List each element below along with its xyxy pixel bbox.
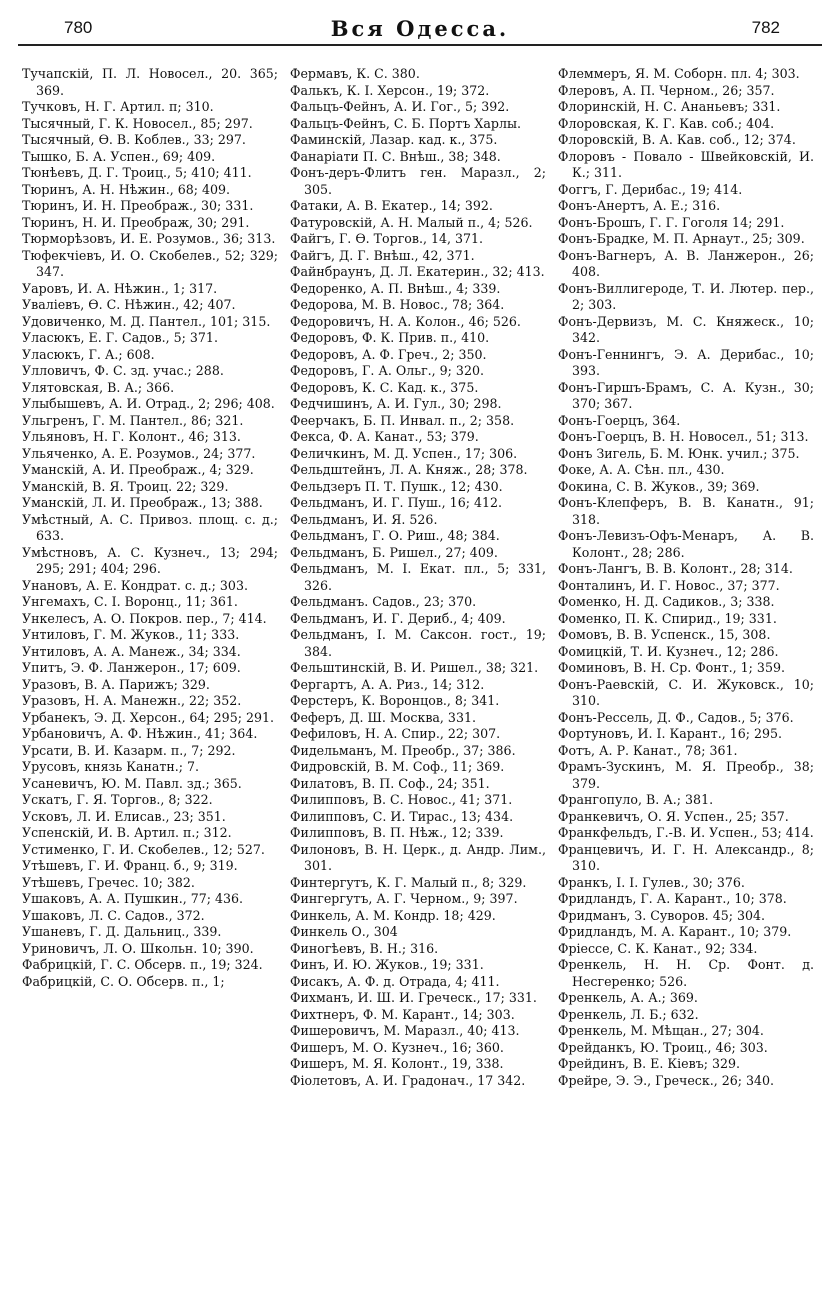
directory-entry: Унтиловъ, А. А. Манеж., 34; 334. bbox=[22, 643, 241, 659]
directory-entry: Уразовъ, Н. А. Манежн., 22; 352. bbox=[22, 693, 242, 708]
directory-entry: Фонъ-Вагнеръ, А. В. Ланжерон., 26; 408. bbox=[558, 247, 814, 279]
directory-entry: Улыбышевъ, А. И. Отрад., 2; 296; 408. bbox=[22, 396, 275, 411]
directory-entry: Францевичъ, И. Г. Н. Александр., 8; 310. bbox=[558, 841, 814, 873]
directory-entry: Фоггъ, Г. Дерибас., 19; 414. bbox=[558, 181, 743, 197]
column-2 bbox=[290, 66, 546, 1089]
directory-entry: Фельдманъ, И. Г. Дериб., 4; 409. bbox=[290, 610, 506, 626]
directory-entry: Фельдштейнъ, Л. А. Княж., 28; 378. bbox=[290, 462, 528, 477]
directory-entry: Фонталинъ, И. Г. Новос., 37; 377. bbox=[558, 577, 780, 593]
directory-entry: Фонъ-Гоерцъ, В. Н. Новосел., 51; 313. bbox=[558, 429, 809, 444]
directory-entry: Фокина, С. В. Жуков., 39; 369. bbox=[558, 478, 760, 494]
directory-entry: Фатуровскій, А. Н. Малый п., 4; 526. bbox=[290, 214, 533, 230]
directory-entry: Френкель, Л. Б.; 632. bbox=[558, 1006, 699, 1022]
directory-entry: Фельдманъ. Садов., 23; 370. bbox=[290, 594, 477, 609]
directory-entry: Файнбраунъ, Д. Л. Екатерин., 32; 413. bbox=[290, 264, 545, 279]
column-1 bbox=[22, 66, 278, 990]
directory-entry: Фишеръ, М. Я. Колонт., 19, 338. bbox=[290, 1056, 504, 1071]
directory-entry: Финогѣевъ, В. Н.; 316. bbox=[290, 940, 439, 956]
directory-entry: Финкель О., 304 bbox=[290, 924, 398, 939]
directory-entry: Успенскій, И. В. Артил. п.; 312. bbox=[22, 825, 232, 840]
directory-entry: Фельдзеръ П. Т. Пушк., 12; 430. bbox=[290, 478, 503, 494]
directory-entry: Фельдманъ, М. І. Екат. пл., 5; 331, 326. bbox=[290, 561, 546, 593]
directory-entry: Удовиченко, М. Д. Пантел., 101; 315. bbox=[22, 313, 271, 329]
page-number-left: 780 bbox=[64, 18, 93, 37]
directory-entry: Усаневичъ, Ю. М. Павл. зд.; 365. bbox=[22, 775, 242, 791]
directory-entry: Фомовъ, В. В. Успенск., 15, 308. bbox=[558, 627, 771, 642]
directory-entry: Уласюкъ, Г. А.; 608. bbox=[22, 346, 155, 362]
directory-entry: Умѣстный, А. С. Привоз. площ. с. д.; 633. bbox=[22, 511, 278, 543]
directory-entry: Филатовъ, В. П. Соф., 24; 351. bbox=[290, 775, 490, 791]
directory-entry: Федорова, М. В. Новос., 78; 364. bbox=[290, 297, 505, 312]
directory-entry: Тучапскій, П. Л. Новосел., 20. 365; 369. bbox=[22, 66, 278, 98]
directory-entry: Фонъ-Виллигероде, Т. И. Лютер. пер., 2; 303. bbox=[558, 280, 814, 312]
directory-entry: Фидельманъ, М. Преобр., 37; 386. bbox=[290, 742, 516, 758]
directory-entry: Флеммеръ, Я. М. Соборн. пл. 4; 303. bbox=[558, 66, 800, 81]
directory-entry: Фіолетовъ, А. И. Градонач., 17 342. bbox=[290, 1072, 526, 1088]
directory-entry: Фоке, А. А. Сѣн. пл., 430. bbox=[558, 462, 725, 477]
directory-entry: Фермавъ, К. С. 380. bbox=[290, 66, 420, 81]
directory-entry: Тюфекчіевъ, И. О. Скобелев., 52; 329; 347. bbox=[22, 247, 278, 279]
directory-entry: Фонъ-Геннингъ, Э. А. Дерибас., 10; 393. bbox=[558, 346, 814, 378]
directory-entry: Финкель, А. М. Кондр. 18; 429. bbox=[290, 907, 496, 923]
directory-entry: Тышко, Б. А. Успен., 69; 409. bbox=[22, 148, 216, 164]
directory-entry: Федоровъ, Г. А. Ольг., 9; 320. bbox=[290, 363, 484, 378]
directory-entry: Ушаневъ, Г. Д. Дальниц., 339. bbox=[22, 924, 222, 939]
directory-entry: Финъ, И. Ю. Жуков., 19; 331. bbox=[290, 957, 484, 972]
directory-entry: Фефиловъ, Н. А. Спир., 22; 307. bbox=[290, 726, 501, 741]
directory-entry: Тюринъ, А. Н. Нѣжин., 68; 409. bbox=[22, 181, 231, 197]
directory-entry: Федоровичъ, Н. А. Колон., 46; 526. bbox=[290, 313, 521, 329]
directory-entry: Фельдманъ, И. Г. Пуш., 16; 412. bbox=[290, 495, 502, 510]
directory-entry: Фонъ-Гиршъ-Брамъ, С. А. Кузн., 30; 370; 367. bbox=[558, 379, 814, 411]
directory-entry: Фидровскій, В. М. Соф., 11; 369. bbox=[290, 759, 505, 774]
directory-entry: Федоровъ, К. С. Кад. к., 375. bbox=[290, 379, 479, 395]
directory-entry: Фекса, Ф. А. Канат., 53; 379. bbox=[290, 429, 479, 444]
directory-entry: Уаровъ, И. А. Нѣжин., 1; 317. bbox=[22, 280, 218, 296]
directory-entry: Фріессе, С. К. Канат., 92; 334. bbox=[558, 940, 758, 956]
directory-entry: Феерчакъ, Б. П. Инвал. п., 2; 358. bbox=[290, 412, 515, 428]
directory-entry: Федоренко, А. П. Внѣш., 4; 339. bbox=[290, 280, 501, 296]
directory-entry: Ушаковъ, Л. С. Садов., 372. bbox=[22, 907, 205, 923]
directory-entry: Фальцъ-Фейнъ, А. И. Гог., 5; 392. bbox=[290, 99, 510, 114]
directory-entry: Тысячный, Г. К. Новосел., 85; 297. bbox=[22, 115, 253, 131]
directory-entry: Фоменко, Н. Д. Садиков., 3; 338. bbox=[558, 594, 775, 609]
directory-entry: Тюнѣевъ, Д. Г. Троиц., 5; 410; 411. bbox=[22, 165, 252, 180]
directory-entry: Филоновъ, В. Н. Церк., д. Андр. Лим., 301. bbox=[290, 841, 546, 873]
directory-entry: Финтергутъ, К. Г. Малый п., 8; 329. bbox=[290, 874, 527, 890]
directory-entry: Фонъ-Брадке, М. П. Арнаут., 25; 309. bbox=[558, 231, 805, 246]
header-rule bbox=[18, 44, 822, 46]
directory-entry: Франкевичъ, О. Я. Успен., 25; 357. bbox=[558, 808, 789, 824]
directory-entry: Фихтнеръ, Ф. М. Карант., 14; 303. bbox=[290, 1006, 515, 1022]
directory-entry: Фридманъ, З. Суворов. 45; 304. bbox=[558, 907, 766, 923]
directory-entry: Фишеръ, М. О. Кузнеч., 16; 360. bbox=[290, 1039, 504, 1055]
directory-entry: Уманскій, В. Я. Троиц. 22; 329. bbox=[22, 478, 229, 494]
directory-entry: Уласюкъ, Е. Г. Садов., 5; 371. bbox=[22, 330, 218, 345]
directory-entry: Фонъ-Дервизъ, М. С. Княжеск., 10; 342. bbox=[558, 313, 814, 345]
directory-entry: Урбанекъ, Э. Д. Херсон., 64; 295; 291. bbox=[22, 709, 274, 725]
page-number-right: 782 bbox=[751, 18, 780, 37]
directory-entry: Франкфельдъ, Г.-В. И. Успен., 53; 414. bbox=[558, 825, 814, 840]
directory-entry: Фельдманъ, Б. Ришел., 27; 409. bbox=[290, 544, 498, 560]
directory-entry: Флоровская, К. Г. Кав. соб.; 404. bbox=[558, 115, 775, 131]
directory-entry: Устименко, Г. И. Скобелев., 12; 527. bbox=[22, 841, 265, 857]
directory-entry: Улловичъ, Ф. С. зд. учас.; 288. bbox=[22, 363, 224, 378]
directory-entry: Фельдманъ, Г. О. Риш., 48; 384. bbox=[290, 528, 500, 543]
directory-entry: Фабрицкій, С. О. Обсерв. п., 1; bbox=[22, 973, 225, 989]
directory-entry: Фаминскій, Лазар. кад. к., 375. bbox=[290, 132, 498, 147]
directory-entry: Ульгренъ, Г. М. Пантел., 86; 321. bbox=[22, 412, 244, 428]
directory-entry: Фомицкій, Т. И. Кузнеч., 12; 286. bbox=[558, 643, 779, 659]
directory-entry: Флоровскій, В. А. Кав. соб., 12; 374. bbox=[558, 132, 796, 147]
directory-entry: Фихманъ, И. Ш. И. Греческ., 17; 331. bbox=[290, 990, 537, 1005]
directory-entry: Унгемахъ, С. І. Воронц., 11; 361. bbox=[22, 594, 238, 609]
directory-entry: Фисакъ, А. Ф. д. Отрада, 4; 411. bbox=[290, 973, 500, 989]
directory-entry: Уриновичъ, Л. О. Школьн. 10; 390. bbox=[22, 940, 254, 956]
directory-entry: Федоровъ, Ф. К. Прив. п., 410. bbox=[290, 330, 490, 345]
directory-entry: Фонъ Зигель, Б. М. Юнк. учил.; 375. bbox=[558, 445, 800, 461]
directory-entry: Феферъ, Д. Ш. Москва, 331. bbox=[290, 709, 476, 725]
directory-entry: Фонъ-Лангъ, В. В. Колонт., 28; 314. bbox=[558, 561, 793, 576]
directory-entry: Тюринъ, И. Н. Преображ., 30; 331. bbox=[22, 198, 254, 213]
directory-entry: Фрамъ-Зускинъ, М. Я. Преобр., 38; 379. bbox=[558, 759, 814, 791]
directory-entry: Тысячный, Ѳ. В. Коблев., 33; 297. bbox=[22, 132, 246, 147]
directory-entry: Фрейре, Э. Э., Греческ., 26; 340. bbox=[558, 1072, 775, 1088]
directory-entry: Фонъ-Раевскій, С. И. Жуковск., 10; 310. bbox=[558, 676, 814, 708]
directory-entry: Улятовская, В. А.; 366. bbox=[22, 379, 175, 395]
directory-entry: Филипповъ, В. П. Нѣж., 12; 339. bbox=[290, 825, 504, 840]
directory-entry: Фридландъ, М. А. Карант., 10; 379. bbox=[558, 924, 792, 939]
directory-entry: Флеровъ, А. П. Черном., 26; 357. bbox=[558, 82, 775, 98]
directory-entry: Феличкинъ, М. Д. Успен., 17; 306. bbox=[290, 445, 518, 461]
directory-entry: Фрейданкъ, Ю. Троиц., 46; 303. bbox=[558, 1039, 768, 1055]
directory-entry: Френкель, А. А.; 369. bbox=[558, 990, 698, 1005]
directory-entry: Ушаковъ, А. А. Пушкин., 77; 436. bbox=[22, 891, 244, 906]
directory-entry: Урсати, В. И. Казарм. п., 7; 292. bbox=[22, 742, 236, 758]
directory-entry: Уваліевъ, Ѳ. С. Нѣжин., 42; 407. bbox=[22, 297, 236, 312]
directory-entry: Уразовъ, В. А. Парижъ; 329. bbox=[22, 676, 210, 692]
directory-entry: Фанаріати П. С. Внѣш., 38; 348. bbox=[290, 148, 501, 164]
directory-entry: Уманскій, Л. И. Преображ., 13; 388. bbox=[22, 495, 263, 510]
directory-entry: Фоминовъ, В. Н. Ср. Фонт., 1; 359. bbox=[558, 660, 785, 675]
directory-entry: Ульяновъ, Н. Г. Колонт., 46; 313. bbox=[22, 429, 241, 444]
directory-entry: Франкъ, І. І. Гулев., 30; 376. bbox=[558, 874, 745, 890]
directory-entry: Упитъ, Э. Ф. Ланжерон., 17; 609. bbox=[22, 660, 241, 675]
directory-entry: Файгъ, Д. Г. Внѣш., 42, 371. bbox=[290, 247, 475, 263]
directory-entry: Урусовъ, князь Канатн.; 7. bbox=[22, 759, 200, 774]
directory-entry: Фонъ-Анертъ, А. Е.; 316. bbox=[558, 198, 721, 213]
directory-entry: Уманскій, А. И. Преображ., 4; 329. bbox=[22, 462, 254, 477]
directory-entry: Утѣшевъ, Г. И. Франц. б., 9; 319. bbox=[22, 858, 238, 873]
directory-entry: Умѣстновъ, А. С. Кузнеч., 13; 294; 295; 291; 404; 296. bbox=[22, 544, 278, 576]
directory-entry: Фингергутъ, А. Г. Черном., 9; 397. bbox=[290, 891, 518, 906]
directory-entry: Фельштинскій, В. И. Ришел., 38; 321. bbox=[290, 660, 539, 675]
directory-entry: Франгопуло, В. А.; 381. bbox=[558, 792, 714, 807]
directory-entry: Фрейдинъ, В. Е. Кіевъ; 329. bbox=[558, 1056, 741, 1071]
directory-entry: Фонъ-Клепферъ, В. В. Канатн., 91; 318. bbox=[558, 495, 814, 527]
directory-entry: Фонъ-деръ-Флитъ ген. Маразл., 2; 305. bbox=[290, 165, 546, 197]
directory-entry: Фельдманъ, И. Я. 526. bbox=[290, 511, 438, 527]
directory-entry: Фортуновъ, И. І. Карант., 16; 295. bbox=[558, 726, 783, 741]
directory-entry: Френкель, Н. Н. Ср. Фонт. д. Несгеренко; 526. bbox=[558, 957, 814, 989]
directory-entry: Унтиловъ, Г. М. Жуков., 11; 333. bbox=[22, 627, 240, 642]
directory-entry: Фишеровичъ, М. Маразл., 40; 413. bbox=[290, 1023, 520, 1038]
directory-entry: Унановъ, А. Е. Кондрат. с. д.; 303. bbox=[22, 577, 248, 593]
directory-entry: Федоровъ, А. Ф. Греч., 2; 350. bbox=[290, 346, 487, 362]
directory-entry: Флоринскій, Н. С. Ананьевъ; 331. bbox=[558, 99, 781, 114]
directory-entry: Фонъ-Рессель, Д. Ф., Садов., 5; 376. bbox=[558, 709, 794, 725]
directory-entry: Флоровъ - Повало - Швейковскій, И. К.; 311. bbox=[558, 148, 814, 180]
directory-entry: Фатаки, А. В. Екатер., 14; 392. bbox=[290, 198, 493, 213]
directory-entry: Ункелесъ, А. О. Покров. пер., 7; 414. bbox=[22, 610, 267, 626]
column-3 bbox=[558, 66, 814, 1089]
directory-entry: Тучковъ, Н. Г. Артил. п; 310. bbox=[22, 99, 214, 114]
directory-entry: Фергартъ, А. А. Риз., 14; 312. bbox=[290, 676, 485, 692]
directory-entry: Фонъ-Брошъ, Г. Г. Гоголя 14; 291. bbox=[558, 214, 785, 230]
directory-entry: Ферстеръ, К. Воронцов., 8; 341. bbox=[290, 693, 500, 708]
directory-entry: Фридландъ, Г. А. Карант., 10; 378. bbox=[558, 891, 787, 906]
directory-entry: Френкель, М. Мѣщан., 27; 304. bbox=[558, 1023, 764, 1038]
directory-entry: Фоменко, П. К. Спирид., 19; 331. bbox=[558, 610, 777, 626]
directory-entry: Фалькъ, К. І. Херсон., 19; 372. bbox=[290, 82, 490, 98]
directory-entry: Тюринъ, Н. И. Преображ, 30; 291. bbox=[22, 214, 250, 230]
directory-entry: Фотъ, А. Р. Канат., 78; 361. bbox=[558, 742, 738, 758]
directory-entry: Фонъ-Гоерцъ, 364. bbox=[558, 412, 681, 428]
directory-entry: Фонъ-Левизъ-Офъ-Менаръ, А. В. Колонт., 28; 286. bbox=[558, 528, 814, 560]
directory-entry: Филипповъ, С. И. Тирас., 13; 434. bbox=[290, 808, 514, 824]
directory-entry: Ускатъ, Г. Я. Торгов., 8; 322. bbox=[22, 792, 213, 807]
directory-entry: Урбановичъ, А. Ф. Нѣжин., 41; 364. bbox=[22, 726, 258, 741]
directory-entry: Файгъ, Г. Ѳ. Торгов., 14, 371. bbox=[290, 231, 484, 246]
directory-entry: Тюрморѣзовъ, И. Е. Розумов., 36; 313. bbox=[22, 231, 276, 246]
directory-entry: Фальцъ-Фейнъ, С. Б. Портъ Харлы. bbox=[290, 115, 521, 131]
directory-entry: Фельдманъ, І. М. Саксон. гост., 19; 384. bbox=[290, 627, 546, 659]
directory-entry: Федчишинъ, А. И. Гул., 30; 298. bbox=[290, 396, 502, 411]
page-title: Вся Одесса. bbox=[330, 16, 510, 41]
directory-entry: Ульяченко, А. Е. Розумов., 24; 377. bbox=[22, 445, 256, 461]
directory-entry: Усковъ, Л. И. Елисав., 23; 351. bbox=[22, 808, 226, 824]
directory-entry: Утѣшевъ, Гречес. 10; 382. bbox=[22, 874, 195, 890]
directory-entry: Фабрицкій, Г. С. Обсерв. п., 19; 324. bbox=[22, 957, 263, 972]
directory-entry: Филипповъ, В. С. Новос., 41; 371. bbox=[290, 792, 513, 807]
page-header bbox=[20, 16, 820, 44]
